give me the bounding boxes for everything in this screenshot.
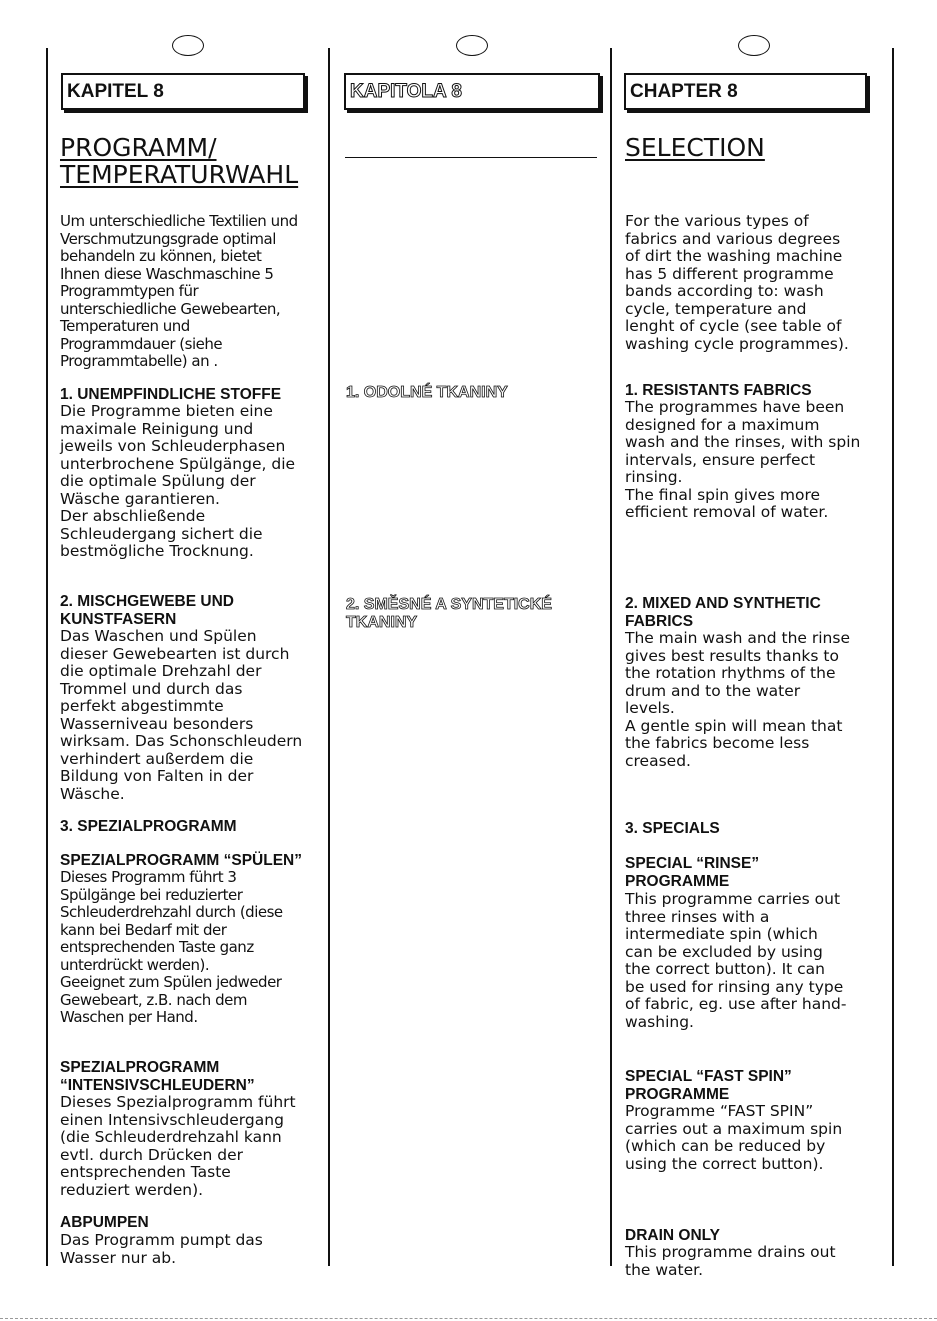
column-divider-left xyxy=(46,48,48,1266)
language-oval-en xyxy=(738,35,770,56)
column-divider-1 xyxy=(328,48,330,1266)
section-2-heading-cz: 2. SMĚSNÉ A SYNTETICKÉ TKANINY xyxy=(346,596,552,631)
section-2-text-en: The main wash and the rinse gives best results thanks to the rotation rhythms of the drum and to the water levels. A gentle spin will mean that the fabrics become less creased. xyxy=(625,629,850,770)
section-2-heading-de: 2. MISCHGEWEBE UND KUNSTFASERN xyxy=(60,593,234,628)
section-1-heading-cz: 1. ODOLNÉ TKANINY xyxy=(346,384,508,401)
section-5-heading-de: SPEZIALPROGRAMM “INTENSIVSCHLEUDERN” xyxy=(60,1059,255,1094)
language-oval-cz xyxy=(456,35,488,56)
section-1-heading-en: 1. RESISTANTS FABRICS xyxy=(625,382,812,399)
chapter-heading-de: KAPITEL 8 xyxy=(61,73,305,110)
section-4-heading-de: SPEZIALPROGRAMM “SPÜLEN” xyxy=(60,852,302,869)
section-5-text-en: Programme “FAST SPIN” carries out a maximum spin (which can be reduced by using the correct button). xyxy=(625,1102,843,1173)
section-4-text-en: This programme carries out three rinses with a intermediate spin (which can be excluded by using the correct button). It can be used for rinsing any type of fabric, eg. use after hand- washing. xyxy=(625,890,847,1031)
section-5-text-de: Dieses Spezialprogramm führt einen Intensivschleudergang (die Schleuderdrehzahl kann evtl. durch Drücken der entsprechenden Taste reduziert werden). xyxy=(60,1093,296,1199)
page-bottom-edge xyxy=(0,1318,937,1319)
column-divider-right xyxy=(892,48,894,1266)
language-oval-de xyxy=(172,35,204,56)
section-3-heading-en: 3. SPECIALS xyxy=(625,820,720,837)
intro-text-en: For the various types of fabrics and various degrees of dirt the washing machine has 5 different programme bands according to: wash cycle, temperature and lenght of cycle (see table of washing cycle programmes). xyxy=(625,212,849,353)
section-1-text-en: The programmes have been designed for a maximum wash and the rinses, with spin intervals, ensure perfect rinsing. The final spin gives more efficient removal of water. xyxy=(625,398,861,521)
section-2-heading-en: 2. MIXED AND SYNTHETIC FABRICS xyxy=(625,595,821,630)
chapter-heading-en: CHAPTER 8 xyxy=(624,73,867,110)
intro-text-de: Um unterschiedliche Textilien und Verschmutzungsgrade optimal behandeln zu können, bietet Ihnen diese Waschmaschine 5 Programmtypen für unterschiedliche Gewebearten, Temperaturen und Programmdauer (siehe Programmtabelle) an . xyxy=(60,212,298,370)
section-3-heading-de: 3. SPEZIALPROGRAMM xyxy=(60,818,237,835)
section-1-text-de: Die Programme bieten eine maximale Reinigung und jeweils von Schleuderphasen unterbrochene Spülgänge, die die optimale Spülung der Wäsche garantieren. Der abschließende Schleudergang sichert die bestmögliche Trocknung. xyxy=(60,402,296,560)
column-divider-2 xyxy=(610,48,612,1266)
chapter-heading-cz: KAPITOLA 8 xyxy=(344,73,600,110)
section-title-en: SELECTION xyxy=(625,133,765,162)
section-4-text-de: Dieses Programm führt 3 Spülgänge bei reduzierter Schleuderdrehzahl durch (diese kann bei Bedarf mit der entsprechenden Taste ganz unterdrückt werden). Geeignet zum Spülen jedweder Gewebeart, z.B. nach dem Waschen per Hand. xyxy=(60,868,283,1026)
section-title-de xyxy=(60,134,298,188)
section-title-de-line-1: PROGRAMM/ xyxy=(60,133,217,162)
section-5-heading-en: SPECIAL “FAST SPIN” PROGRAMME xyxy=(625,1068,792,1103)
section-title-de-line-2: TEMPERATURWAHL xyxy=(60,160,299,189)
title-underline-cz xyxy=(345,157,597,158)
section-1-heading-de: 1. UNEMPFINDLICHE STOFFE xyxy=(60,386,282,403)
section-2-text-de: Das Waschen und Spülen dieser Gewebearten ist durch die optimale Drehzahl der Trommel und durch das perfekt abgestimmte Wasserniveau besonders wirksam. Das Schonschleudern verhindert außerdem die Bildung von Falten in der Wäsche. xyxy=(60,627,303,803)
section-6-text-en: This programme drains out the water. xyxy=(625,1243,836,1279)
section-6-heading-en: DRAIN ONLY xyxy=(625,1227,721,1244)
section-6-heading-de: ABPUMPEN xyxy=(60,1214,149,1231)
section-6-text-de: Das Programm pumpt das Wasser nur ab. xyxy=(60,1231,263,1267)
section-4-heading-en: SPECIAL “RINSE” PROGRAMME xyxy=(625,855,760,890)
